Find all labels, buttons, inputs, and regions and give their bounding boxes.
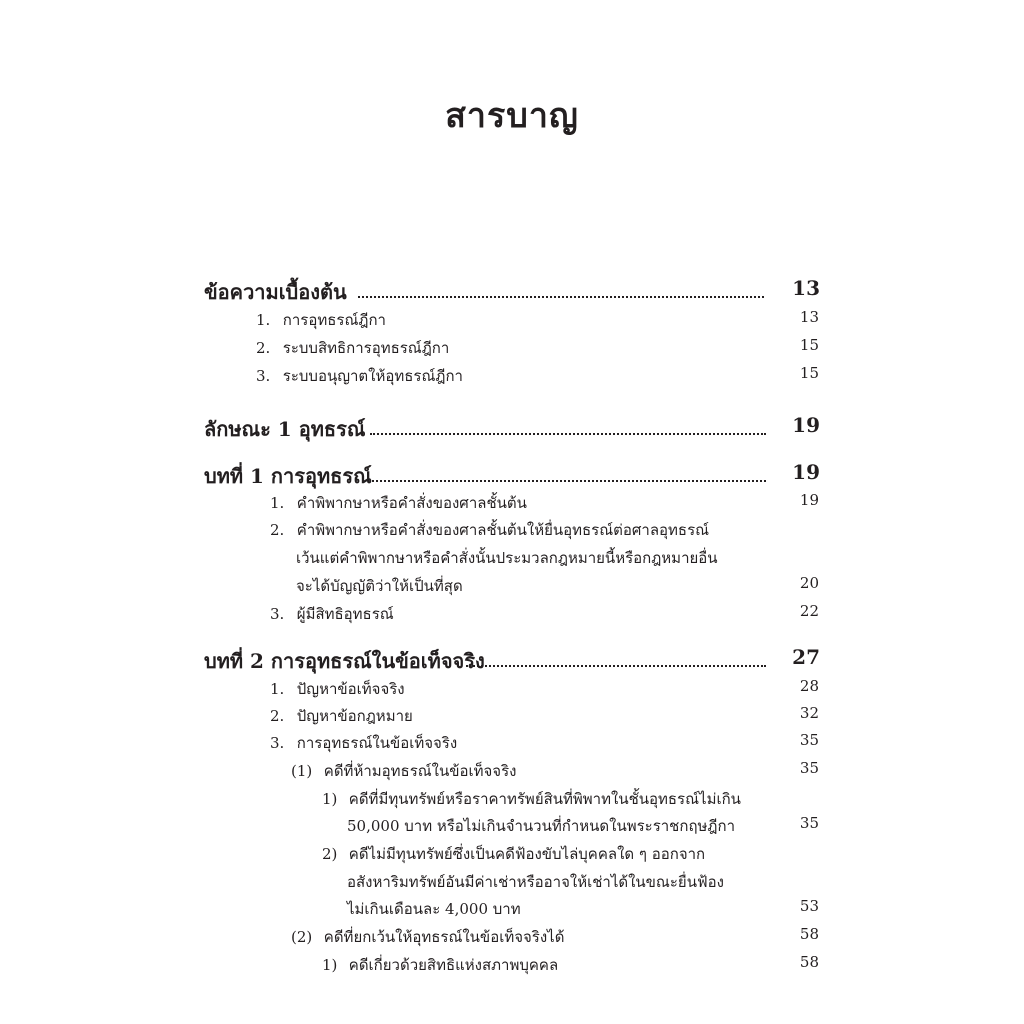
entry-marker: 3. <box>256 367 271 385</box>
dot-leader <box>370 433 766 435</box>
toc-page-number: 19 <box>799 491 819 509</box>
entry-text: เว้นแต่คำพิพากษาหรือคำสั่งนั้นประมวลกฎหมายนี้หรือกฎหมายอื่น <box>296 549 718 567</box>
toc-entry-continued <box>0 814 1024 842</box>
entry-marker: 3. <box>270 605 285 623</box>
entry-text: คดีที่ยกเว้นให้อุทธรณ์ในข้อเท็จจริงได้ <box>323 928 565 946</box>
toc-page-number: 35 <box>799 759 819 777</box>
entry-marker: 1. <box>270 680 285 698</box>
toc-page-number: 13 <box>792 276 820 300</box>
toc-entry[interactable] <box>0 491 1024 519</box>
toc-heading-part-1[interactable] <box>0 413 1024 441</box>
entry-marker: (1) <box>291 762 313 780</box>
toc-entry[interactable] <box>0 925 1024 953</box>
dot-leader <box>466 665 766 667</box>
entry-text: ผู้มีสิทธิอุทธรณ์ <box>296 605 394 623</box>
entry-text: การอุทธรณ์ฎีกา <box>282 311 386 329</box>
entry-text: 50,000 บาท หรือไม่เกินจำนวนที่กำหนดในพระราชกฤษฎีกา <box>347 817 735 835</box>
toc-entry[interactable] <box>0 336 1024 364</box>
toc-entry[interactable] <box>0 518 1024 546</box>
toc-entry[interactable] <box>0 759 1024 787</box>
toc-entry-continued <box>0 546 1024 574</box>
toc-page-number: 58 <box>799 925 819 943</box>
toc-heading-chapter-1[interactable] <box>0 460 1024 488</box>
toc-page-number: 32 <box>799 704 819 722</box>
toc-page-number: 19 <box>792 460 820 484</box>
entry-text: คำพิพากษาหรือคำสั่งของศาลชั้นต้น <box>296 494 527 512</box>
toc-entry-continued <box>0 574 1024 602</box>
entry-text: ระบบอนุญาตให้อุทธรณ์ฎีกา <box>282 367 463 385</box>
dot-leader <box>358 296 764 298</box>
entry-text: ระบบสิทธิการอุทธรณ์ฎีกา <box>282 339 450 357</box>
page-title: สารบาญ <box>445 96 579 136</box>
entry-text: อสังหาริมทรัพย์อันมีค่าเช่าหรืออาจให้เช่าได้ในขณะยื่นฟ้อง <box>347 873 724 891</box>
toc-heading-introduction[interactable] <box>0 276 1024 304</box>
entry-marker: 1) <box>322 790 338 808</box>
entry-marker: 3. <box>270 734 285 752</box>
entry-marker: 2) <box>322 845 338 863</box>
entry-text: คดีที่ห้ามอุทธรณ์ในข้อเท็จจริง <box>323 762 517 780</box>
entry-text: คำพิพากษาหรือคำสั่งของศาลชั้นต้นให้ยื่นอุทธรณ์ต่อศาลอุทธรณ์ <box>296 521 710 539</box>
toc-entry[interactable] <box>0 731 1024 759</box>
toc-entry[interactable] <box>0 677 1024 705</box>
entry-marker: 2. <box>270 521 285 539</box>
toc-heading-chapter-2[interactable] <box>0 645 1024 673</box>
toc-page-number: 22 <box>799 602 819 620</box>
toc-heading-text: ลักษณะ 1 อุทธรณ์ <box>204 417 366 441</box>
toc-page-number: 27 <box>792 645 820 669</box>
toc-entry[interactable] <box>0 308 1024 336</box>
toc-page-number: 35 <box>799 731 819 749</box>
entry-text: ปัญหาข้อเท็จจริง <box>296 680 405 698</box>
toc-heading-text: บทที่ 1 การอุทธรณ์ <box>204 464 372 488</box>
toc-page-number: 15 <box>799 336 819 354</box>
entry-marker: (2) <box>291 928 313 946</box>
toc-heading-text: ข้อความเบื้องต้น <box>204 280 347 304</box>
toc-page-number: 28 <box>799 677 819 695</box>
entry-text: คดีไม่มีทุนทรัพย์ซึ่งเป็นคดีฟ้องขับไล่บุคคลใด ๆ ออกจาก <box>348 845 706 863</box>
toc-page-number: 13 <box>799 308 819 326</box>
entry-marker: 1. <box>256 311 271 329</box>
toc-page-number: 20 <box>799 574 819 592</box>
toc-page-number: 58 <box>799 953 819 971</box>
entry-text: ไม่เกินเดือนละ 4,000 บาท <box>347 900 521 918</box>
toc-entry-continued <box>0 897 1024 925</box>
entry-marker: 2. <box>270 707 285 725</box>
toc-page-number: 53 <box>799 897 819 915</box>
toc-entry[interactable] <box>0 787 1024 815</box>
entry-text: คดีเกี่ยวด้วยสิทธิแห่งสภาพบุคคล <box>348 956 559 974</box>
toc-entry[interactable] <box>0 364 1024 392</box>
entry-text: จะได้บัญญัติว่าให้เป็นที่สุด <box>296 577 463 595</box>
toc-page-number: 19 <box>792 413 820 437</box>
toc-entry[interactable] <box>0 953 1024 981</box>
toc-heading-text: บทที่ 2 การอุทธรณ์ในข้อเท็จจริง <box>204 649 485 673</box>
entry-text: การอุทธรณ์ในข้อเท็จจริง <box>296 734 458 752</box>
toc-entry-continued <box>0 870 1024 898</box>
entry-text: ปัญหาข้อกฎหมาย <box>296 707 413 725</box>
toc-page-number: 35 <box>799 814 819 832</box>
entry-text: คดีที่มีทุนทรัพย์หรือราคาทรัพย์สินที่พิพาทในชั้นอุทธรณ์ไม่เกิน <box>348 790 741 808</box>
entry-marker: 2. <box>256 339 271 357</box>
toc-entry[interactable] <box>0 842 1024 870</box>
entry-marker: 1) <box>322 956 338 974</box>
toc-page-number: 15 <box>799 364 819 382</box>
dot-leader <box>372 480 766 482</box>
toc-entry[interactable] <box>0 704 1024 732</box>
entry-marker: 1. <box>270 494 285 512</box>
toc-entry[interactable] <box>0 602 1024 630</box>
